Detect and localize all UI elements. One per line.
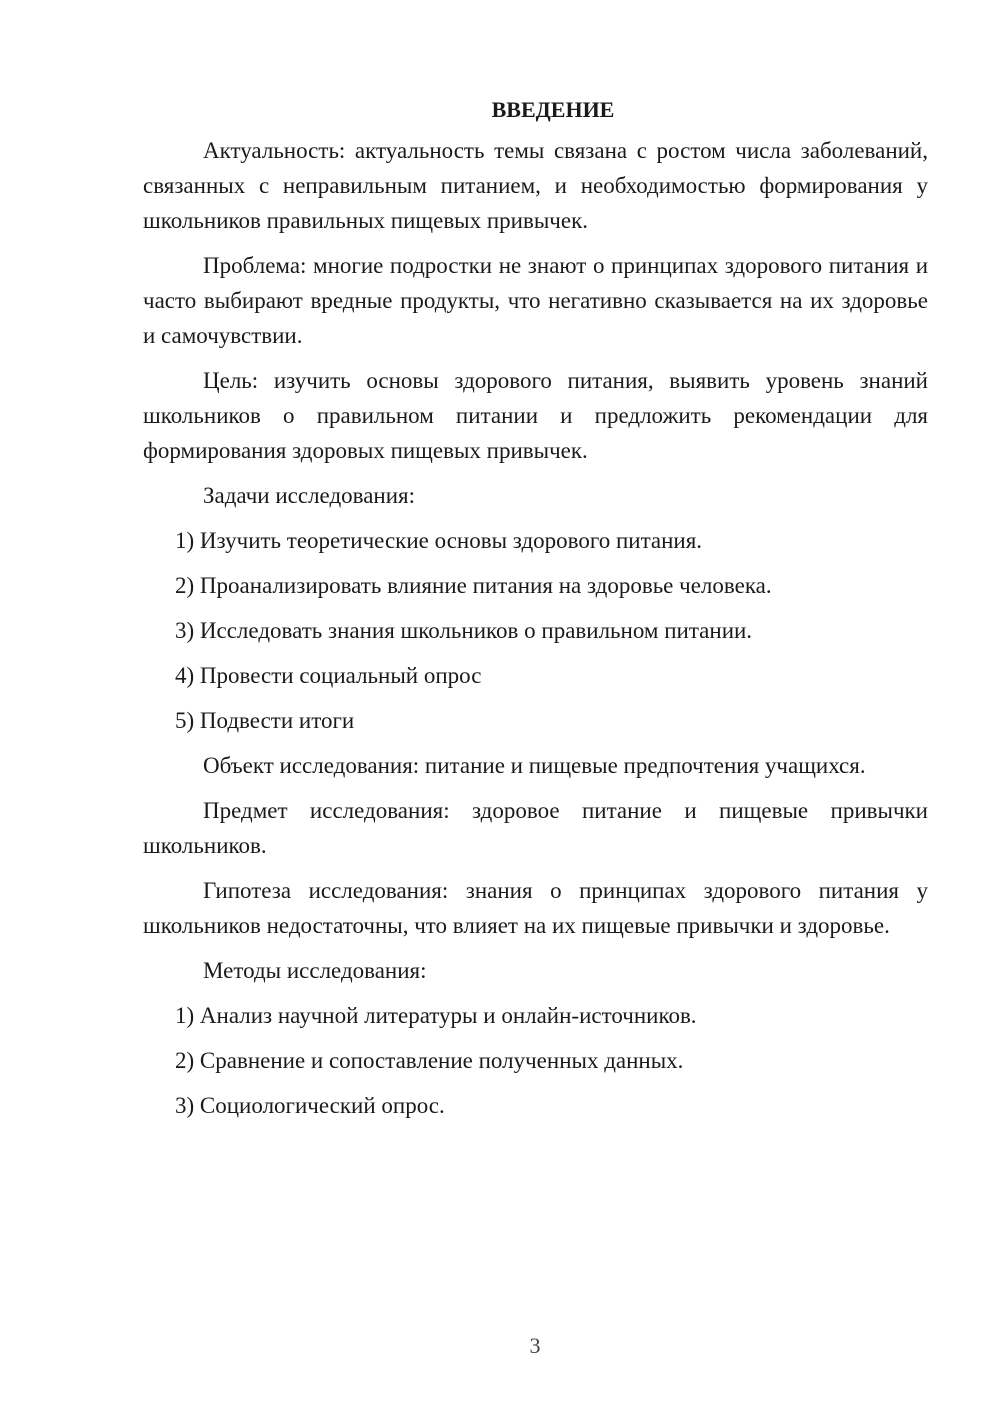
relevance-paragraph: Актуальность: актуальность темы связана с ростом числа заболеваний, связанных с неправильным питанием, и необходимостью формирования у школьников правильных пищевых привычек. xyxy=(143,138,928,233)
task-item: 4) Провести социальный опрос xyxy=(175,663,482,688)
method-item: 3) Социологический опрос. xyxy=(175,1093,445,1118)
tasks-list xyxy=(143,523,928,738)
problem-paragraph: Проблема: многие подростки не знают о принципах здорового питания и часто выбирают вредные продукты, что негативно сказывается на их здоровье и самочувствии. xyxy=(143,253,928,348)
subject-paragraph: Предмет исследования: здоровое питание и пищевые привычки школьников. xyxy=(143,798,928,858)
hypothesis-paragraph: Гипотеза исследования: знания о принципах здорового питания у школьников недостаточны, что влияет на их пищевые привычки и здоровье. xyxy=(143,878,928,938)
methods-heading: Методы исследования: xyxy=(203,958,427,983)
task-item: 5) Подвести итоги xyxy=(175,708,355,733)
page-title: ВВЕДЕНИЕ xyxy=(491,97,615,122)
object-paragraph: Объект исследования: питание и пищевые предпочтения учащихся. xyxy=(203,753,866,778)
method-item: 2) Сравнение и сопоставление полученных данных. xyxy=(175,1048,684,1073)
methods-list xyxy=(143,998,928,1123)
task-item: 2) Проанализировать влияние питания на здоровье человека. xyxy=(175,573,772,598)
page-content xyxy=(143,93,928,1133)
page-number: 3 xyxy=(529,1333,541,1358)
method-item: 1) Анализ научной литературы и онлайн-источников. xyxy=(175,1003,697,1028)
goal-paragraph: Цель: изучить основы здорового питания, выявить уровень знаний школьников о правильном питании и предложить рекомендации для формирования здоровых пищевых привычек. xyxy=(143,368,928,463)
tasks-heading: Задачи исследования: xyxy=(203,483,416,508)
task-item: 3) Исследовать знания школьников о правильном питании. xyxy=(175,618,753,643)
task-item: 1) Изучить теоретические основы здорового питания. xyxy=(175,528,703,553)
